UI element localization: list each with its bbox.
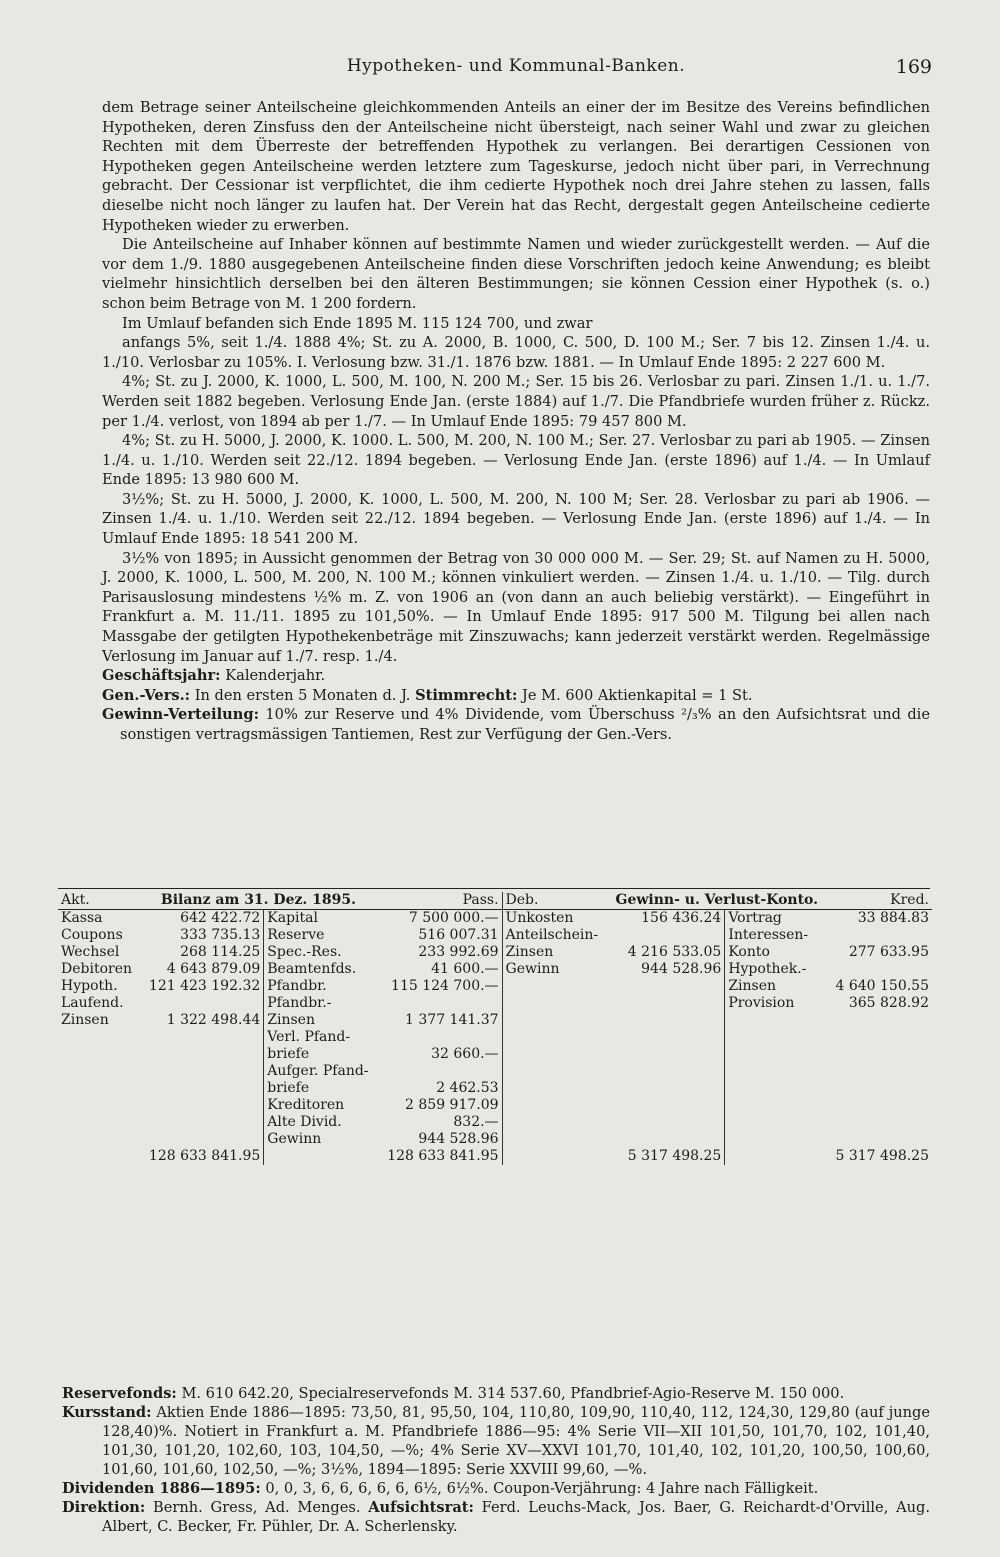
kred-item: Vortrag (728, 910, 782, 926)
pass-item: Reserve (267, 927, 325, 943)
akt-value (139, 1029, 263, 1046)
deb-item (502, 1029, 607, 1046)
body-text (102, 98, 930, 745)
total-spacer (725, 1148, 827, 1165)
table-row (58, 1012, 932, 1029)
table-row (58, 927, 932, 944)
deb-item (502, 1080, 607, 1097)
footer-label: Aufsichtsrat: (368, 1499, 474, 1516)
kred-item (725, 1114, 827, 1131)
deb-item: Anteilschein- (505, 927, 599, 943)
pass-item: Spec.-Res. (267, 944, 342, 960)
akt-item: Laufend. (61, 995, 124, 1011)
deb-label: Deb. (505, 892, 539, 908)
kred-value (827, 1080, 932, 1097)
kred-value (827, 1063, 932, 1080)
page-header (100, 56, 932, 82)
pass-value: 7 500 000.— (378, 910, 502, 928)
guv-title: Gewinn- u. Verlust-Konto. (615, 892, 819, 908)
pass-item: Zinsen (267, 1012, 315, 1028)
paragraph: Die Anteilscheine auf Inhaber können auf bestimmte Namen und wieder zurückgestellt werden. — Auf die vor dem 1./9. 1880 ausgegebenen Anteilscheine finden diese Vorschriften jedoch keine Anwendung; es bleibt vielmehr hinsichtlich derselben bei den älteren Bestimmungen; sie können Cession einer Hypothek (s. o.) schon beim Betrage von M. 1 200 fordern. (102, 236, 930, 312)
deb-value: 4 216 533.05 (607, 944, 725, 961)
kred-value: 277 633.95 (848, 944, 929, 960)
deb-item (502, 1012, 607, 1029)
kred-value: 4 640 150.55 (835, 978, 929, 994)
kred-value (827, 1131, 932, 1148)
deb-value (607, 1080, 725, 1097)
table-row (58, 1063, 932, 1080)
deb-item (502, 1114, 607, 1131)
deb-value (607, 978, 725, 995)
footer-text: Ferd. Leuchs-Mack, Jos. Baer, G. Reichardt-d'Orville, Aug. Albert, C. Becker, Fr. Pühler, Dr. A. Scherlensky. (102, 1499, 930, 1535)
total-value: 5 317 498.25 (835, 1148, 929, 1164)
pass-item: Kreditoren (267, 1097, 345, 1113)
pass-value: 233 992.69 (378, 944, 502, 961)
kred-value (827, 1114, 932, 1131)
pass-value: 41 600.— (378, 961, 502, 978)
paragraph: 4%; St. zu H. 5000, J. 2000, K. 1000. L. 500, M. 200, N. 100 M.; Ser. 27. Verlosbar zu pari ab 1905. — Zinsen 1./4. u. 1./10. Werden seit 22./12. 1894 begeben. — Verlosung Ende Jan. (erste 1896) auf 1./4. — In Umlauf Ende 1895: 13 980 600 M. (102, 432, 930, 489)
running-title: Hypotheken- und Kommunal-Banken. (346, 56, 686, 76)
akt-item: Zinsen (61, 1012, 109, 1028)
akt-item (58, 1097, 139, 1114)
table-row (58, 1097, 932, 1114)
table-row (58, 995, 932, 1012)
akt-value: 333 735.13 (139, 927, 263, 944)
pass-item: Aufger. Pfand- (267, 1063, 369, 1079)
pass-value: 115 124 700.— (378, 978, 502, 995)
akt-value (139, 1114, 263, 1131)
akt-value: 268 114.25 (139, 944, 263, 961)
deb-item: Zinsen (505, 944, 554, 960)
kred-label: Kred. (890, 892, 929, 908)
deb-value (607, 1012, 725, 1029)
footer-entry (62, 1384, 930, 1403)
footer-entry (62, 1479, 930, 1498)
akt-value: 642 422.72 (139, 910, 263, 928)
meta-entry (102, 686, 930, 706)
table-row (58, 1131, 932, 1148)
akt-value: 121 423 192.32 (139, 978, 263, 995)
akt-item: Hypoth. (61, 978, 118, 994)
footer-text: M. 610 642.20, Specialreservefonds M. 314 537.60, Pfandbrief-Agio-Reserve M. 150 000. (176, 1385, 845, 1402)
footer-text (62, 1384, 930, 1536)
pass-item: briefe (267, 1080, 310, 1096)
deb-item (502, 1046, 607, 1063)
deb-value (607, 1046, 725, 1063)
kred-item (725, 1097, 827, 1114)
akt-item (58, 1029, 139, 1046)
pass-item: Gewinn (267, 1131, 322, 1147)
table-row (58, 1046, 932, 1063)
table-row (58, 961, 932, 978)
totals-row (58, 1148, 932, 1165)
pass-item: Kapital (267, 910, 318, 926)
akt-item (58, 1063, 139, 1080)
page-number: 169 (895, 56, 932, 78)
deb-item (502, 1063, 607, 1080)
akt-value (139, 995, 263, 1012)
footer-text: 0, 0, 3, 6, 6, 6, 6, 6, 6½, 6½%. Coupon-Verjährung: 4 Jahre nach Fälligkeit. (260, 1480, 819, 1497)
footer-entry (62, 1403, 930, 1479)
balance-table (58, 892, 932, 1165)
akt-value (139, 1063, 263, 1080)
meta-label: Geschäftsjahr: (102, 667, 221, 685)
deb-item (502, 978, 607, 995)
kred-value (827, 1097, 932, 1114)
akt-item: Debitoren (61, 961, 132, 977)
paragraph: anfangs 5%, seit 1./4. 1888 4%; St. zu A. 2000, B. 1000, C. 500, D. 100 M.; Ser. 7 bis 12. Zinsen 1./4. u. 1./10. Verlosbar zu 105%. I. Verlosung bzw. 31./1. 1876 bzw. 1881. — In Umlauf Ende 1895: 2 227 600 M. (102, 334, 930, 371)
table-row (58, 1029, 932, 1046)
kred-item: Konto (728, 944, 770, 960)
total-spacer (264, 1148, 378, 1165)
pass-value: 32 660.— (378, 1046, 502, 1063)
meta-entry (102, 666, 930, 686)
table-row (58, 944, 932, 961)
total-value: 5 317 498.25 (607, 1148, 725, 1165)
kred-value (827, 961, 932, 978)
kred-item: Zinsen (728, 978, 777, 994)
akt-item (58, 1131, 139, 1148)
pass-item: Verl. Pfand- (267, 1029, 351, 1045)
footer-label: Direktion: (62, 1499, 146, 1516)
akt-value (139, 1131, 263, 1148)
total-value: 128 633 841.95 (139, 1148, 263, 1165)
paragraph: 3½%; St. zu H. 5000, J. 2000, K. 1000, L. 500, M. 200, N. 100 M; Ser. 28. Verlosbar zu pari ab 1906. — Zinsen 1./4. u. 1./10. Werden seit 22./12. 1894 begeben. — Verlosung Ende Jan. (erste 1896) auf 1./4. — In Umlauf Ende 1895: 18 541 200 M. (102, 490, 930, 548)
akt-item: Coupons (61, 927, 123, 943)
meta-label: Gen.-Vers.: (102, 686, 191, 704)
deb-value (607, 995, 725, 1012)
footer-entry (62, 1498, 930, 1536)
akt-value (139, 1046, 263, 1063)
footer-label: Kursstand: (62, 1404, 152, 1421)
pass-value: 2 462.53 (378, 1080, 502, 1097)
pass-value (378, 1029, 502, 1046)
deb-value (607, 1029, 725, 1046)
deb-item: Unkosten (505, 910, 574, 926)
deb-item: Gewinn (505, 961, 560, 977)
table-row (58, 978, 932, 995)
kred-value: 365 828.92 (848, 995, 929, 1011)
kred-value (827, 1046, 932, 1063)
footer-text: Bernh. Gress, Ad. Menges. (145, 1499, 369, 1516)
table-row (58, 1114, 932, 1131)
deb-value: 944 528.96 (607, 961, 725, 978)
pass-item: Pfandbr. (267, 978, 327, 994)
pass-value: 1 377 141.37 (378, 1012, 502, 1029)
table-row (58, 1080, 932, 1097)
kred-value: 33 884.83 (857, 910, 929, 926)
pass-value (378, 995, 502, 1012)
table-top-rule (58, 888, 930, 889)
paragraph: Im Umlauf befanden sich Ende 1895 M. 115 124 700, und zwar (122, 314, 593, 332)
pass-item: Beamtenfds. (267, 961, 357, 977)
meta-text: In den ersten 5 Monaten d. J. (190, 686, 416, 704)
deb-value (607, 1097, 725, 1114)
meta-entry (102, 705, 930, 744)
pass-label: Pass. (378, 892, 502, 910)
pass-value: 516 007.31 (378, 927, 502, 944)
pass-item: briefe (267, 1046, 310, 1062)
deb-item (502, 1131, 607, 1148)
kred-item (725, 1131, 827, 1148)
deb-value (607, 1131, 725, 1148)
paragraph: dem Betrage seiner Anteilscheine gleichkommenden Anteils an einer der im Besitze des Vereins befindlichen Hypotheken, deren Zinsfuss den der Anteilscheine nicht übersteigt, nach seiner Wahl und zwar zu gleichen Rechten mit dem Überreste der betreffenden Hypothek zu verlangen. Bei derartigen Cessionen von Hypotheken gegen Anteilscheine werden letztere zum Tageskurse, jedoch nicht über pari, in Verrechnung gebracht. Der Cessionar ist verpflichtet, die ihm cedierte Hypothek noch drei Jahre stehen zu lassen, falls dieselbe nicht noch länger zu laufen hat. Der Verein hat das Recht, dergestalt gegen Anteilscheine cedierte Hypotheken wieder zu erwerben. (102, 99, 930, 234)
pass-value: 944 528.96 (378, 1131, 502, 1148)
table-row (58, 910, 932, 928)
kred-item: Provision (728, 995, 795, 1011)
kred-item: Interessen- (728, 927, 809, 943)
kred-item (725, 1080, 827, 1097)
kred-item (725, 1046, 827, 1063)
akt-value (139, 1080, 263, 1097)
meta-label: Gewinn-Verteilung: (102, 706, 259, 724)
akt-value: 1 322 498.44 (139, 1012, 263, 1029)
akt-value: 4 643 879.09 (139, 961, 263, 978)
akt-item (58, 1046, 139, 1063)
total-value: 128 633 841.95 (378, 1148, 502, 1165)
meta-text: Je M. 600 Aktienkapital = 1 St. (517, 686, 753, 704)
akt-label: Akt. (61, 892, 90, 908)
akt-item (58, 1080, 139, 1097)
akt-item (58, 1114, 139, 1131)
akt-value (139, 1097, 263, 1114)
pass-item: Pfandbr.- (267, 995, 332, 1011)
meta-text: Kalenderjahr. (220, 667, 326, 685)
meta-text: 10% zur Reserve und 4% Dividende, vom Überschuss ²/₃% an den Aufsichtsrat und die sonstigen vertragsmässigen Tantiemen, Rest zur Verfügung der Gen.-Vers. (120, 706, 930, 743)
kred-item (725, 1063, 827, 1080)
deb-value (607, 1114, 725, 1131)
deb-value (607, 927, 725, 944)
deb-value: 156 436.24 (607, 910, 725, 928)
table-header-row (58, 892, 932, 910)
kred-value (827, 1012, 932, 1029)
kred-item (725, 1012, 827, 1029)
total-spacer (58, 1148, 139, 1165)
kred-value (827, 927, 932, 944)
kred-item: Hypothek.- (728, 961, 807, 977)
deb-item (502, 995, 607, 1012)
pass-value (378, 1063, 502, 1080)
akt-item: Kassa (61, 910, 103, 926)
pass-item: Alte Divid. (267, 1114, 342, 1130)
footer-label: Reservefonds: (62, 1385, 177, 1402)
akt-item: Wechsel (61, 944, 120, 960)
meta-label: Stimmrecht: (415, 686, 518, 704)
total-spacer (502, 1148, 607, 1165)
footer-label: Dividenden 1886—1895: (62, 1480, 261, 1497)
pass-value: 2 859 917.09 (378, 1097, 502, 1114)
kred-item (725, 1029, 827, 1046)
paragraph: 3½% von 1895; in Aussicht genommen der Betrag von 30 000 000 M. — Ser. 29; St. auf Namen zu H. 5000, J. 2000, K. 1000, L. 500, M. 200, N. 100 M.; können vinkuliert werden. — Zinsen 1./4. u. 1./10. — Tilg. durch Parisauslosung mindestens ½% m. Z. von 1906 an (von dann an auch beliebig verstärkt). — Eingeführt in Frankfurt a. M. 11./11. 1895 zu 101,50%. — In Umlauf Ende 1895: 917 500 M. Tilgung bei allen nach Massgabe der getilgten Hypothekenbeträge mit Zinszuwachs; kann jederzeit verstärkt werden. Regelmässige Verlosung im Januar auf 1./7. resp. 1./4. (102, 549, 930, 665)
kred-value (827, 1029, 932, 1046)
footer-text: Aktien Ende 1886—1895: 73,50, 81, 95,50, 104, 110,80, 109,90, 110,40, 112, 124,30, 129,80 (auf junge 128,40)%. Notiert in Frankfurt a. M. Pfandbriefe 1886—95: 4% Serie VII—XII 101,50, 101,70, 102, 101,40, 101,30, 101,20, 102,60, 103, 104,50, —%; 4% Serie XV—XXVI 101,70, 101,40, 102, 101,20, 100,50, 100,60, 101,60, 101,60, 102,50, —%; 3½%, 1894—1895: Serie XXVIII 99,60, —%. (102, 1404, 930, 1478)
deb-value (607, 1063, 725, 1080)
deb-item (502, 1097, 607, 1114)
bilanz-title: Bilanz am 31. Dez. 1895. (160, 892, 357, 908)
pass-value: 832.— (378, 1114, 502, 1131)
paragraph: 4%; St. zu J. 2000, K. 1000, L. 500, M. 100, N. 200 M.; Ser. 15 bis 26. Verlosbar zu pari. Zinsen 1./1. u. 1./7. Werden seit 1882 begeben. Verlosung Ende Jan. (erste 1884) auf 1./7. Die Pfandbriefe wurden früher z. Rückz. per 1./4. verlost, von 1894 ab per 1./7. — In Umlauf Ende 1895: 79 457 800 M. (102, 373, 930, 430)
